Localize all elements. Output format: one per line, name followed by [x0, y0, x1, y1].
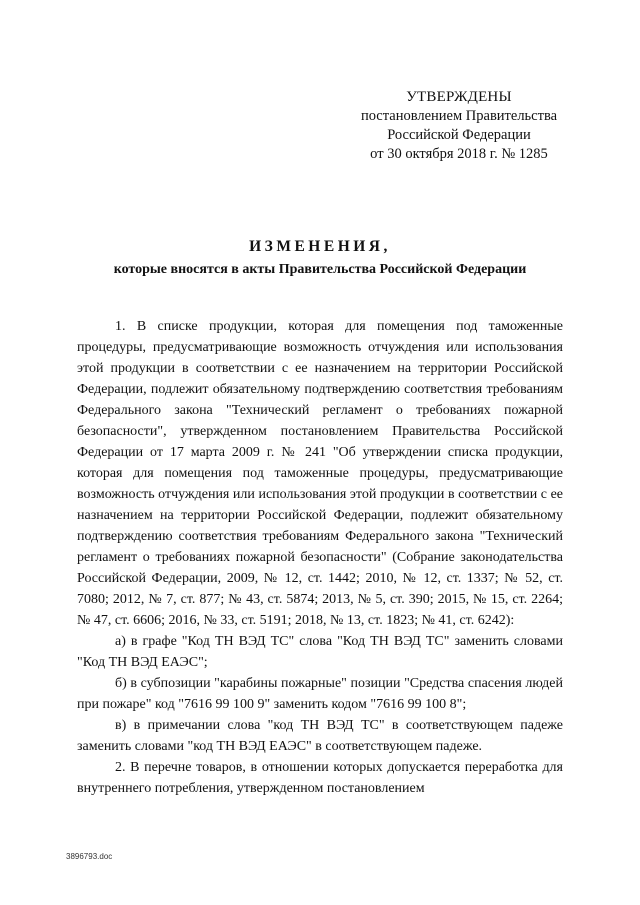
paragraph-1a: а) в графе "Код ТН ВЭД ТС" слова "Код ТН ВЭД ТС" заменить словами "Код ТН ВЭД ЕАЭС"; [77, 634, 563, 670]
paragraph-1c: в) в примечании слова "код ТН ВЭД ТС" в соответствующем падеже заменить словами "код ТН ВЭД ЕАЭС" в соответствующем падеже. [77, 718, 563, 754]
document-title: ИЗМЕНЕНИЯ, [249, 238, 391, 255]
file-name-footer: 3896793.doc [66, 852, 113, 861]
approval-line: Российской Федерации [387, 127, 531, 143]
document-body [77, 316, 563, 799]
approval-date-number: от 30 октября 2018 г. № 1285 [370, 146, 548, 162]
approval-heading: УТВЕРЖДЕНЫ [406, 89, 512, 105]
approval-line: постановлением Правительства [360, 108, 558, 124]
paragraph-1b: б) в субпозиции "карабины пожарные" позиции "Средства спасения людей при пожаре" код "7616 99 100 9" заменить кодом "7616 99 100 8"; [77, 676, 563, 712]
paragraph-1: 1. В списке продукции, которая для помещения под таможенные процедуры, предусматривающие возможность отчуждения или использования этой продукции в соответствии с ее назначением на территории Российской Федерации, подлежит обязательному подтверждению соответствия требованиям Федерального закона "Технический регламент о требованиях пожарной безопасности", утвержденном постановлением Правительства Российской Федерации от 17 марта 2009 г. № 241 "Об утверждении списка продукции, которая для помещения под таможенные процедуры, предусматривающие возможность отчуждения или использования этой продукции в соответствии с ее назначением на территории Российской Федерации, подлежит обязательному подтверждению соответствия требованиям Федерального закона "Технический регламент о требованиях пожарной безопасности" (Собрание законодательства Российской Федерации, 2009, № 12, ст. 1442; 2010, № 12, ст. 1337; № 52, ст. 7080; 2012, № 7, ст. 877; № 43, ст. 5874; 2013, № 5, ст. 390; 2015, № 15, ст. 2264; № 47, ст. 6606; 2016, № 33, ст. 5191; 2018, № 13, ст. 1823; № 41, ст. 6242): [77, 319, 563, 628]
document-subtitle: которые вносятся в акты Правительства Российской Федерации [113, 262, 527, 277]
paragraph-2: 2. В перечне товаров, в отношении которых допускается переработка для внутреннего потребления, утвержденном постановлением [77, 760, 563, 796]
approval-block [344, 88, 574, 164]
